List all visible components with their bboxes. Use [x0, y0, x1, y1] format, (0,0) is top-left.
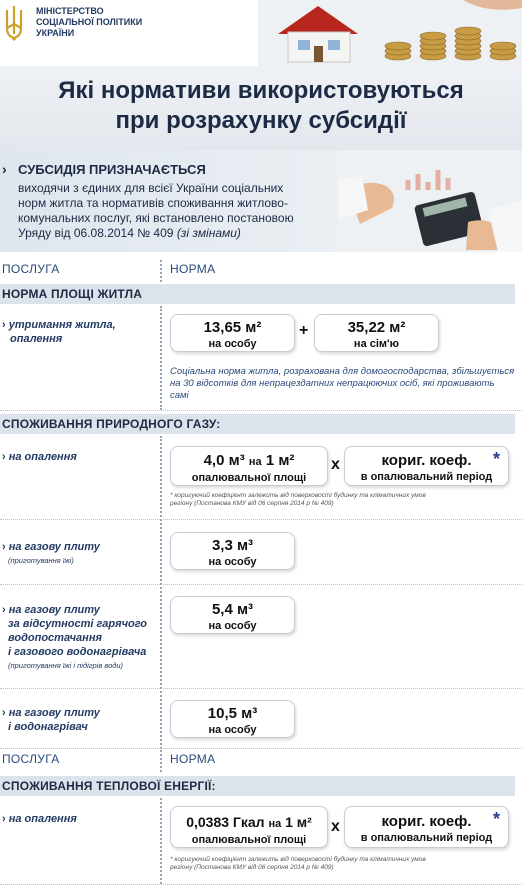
norm-label: на особу	[208, 338, 257, 350]
norm-box-gas-heating	[170, 446, 328, 486]
section-gas: СПОЖИВАННЯ ПРИРОДНОГО ГАЗУ:	[0, 414, 515, 434]
footnote-line: регіону (Постанова КМУ від 06 серпня 2014 р № 409)	[170, 864, 334, 871]
service-gas-stove	[2, 540, 100, 568]
section-thermal: СПОЖИВАННЯ ТЕПЛОВОЇ ЕНЕРГІЇ:	[0, 776, 515, 796]
subsidy-text-line: норм житла та нормативів споживання житлово-	[18, 196, 288, 210]
norm-value: 5,4 м³	[211, 601, 254, 618]
service-label: на газову плиту	[8, 541, 100, 553]
row-divider	[0, 519, 522, 520]
norm-value-per: на	[248, 456, 262, 468]
service-label: і водонагрівач	[8, 721, 88, 733]
service-note: (приготування їжі і підігрів води)	[8, 661, 124, 670]
footnote-line: * коригуючий коефіцієнт залежить від поверховості будинку та кліматичних умов	[170, 856, 426, 863]
norm-value: 13,65 м²	[203, 319, 262, 336]
subsidy-text-line: виходячи з єдиних для всієї України соціальних	[18, 181, 284, 195]
norm-label: на особу	[208, 724, 257, 736]
norm-label: опалювальної площі	[191, 834, 307, 846]
row-divider	[0, 410, 522, 411]
column-header-service: ПОСЛУГА	[2, 752, 60, 766]
coef-value: кориг. коеф.	[381, 452, 472, 469]
row-divider	[0, 748, 522, 749]
section-housing-norm: НОРМА ПЛОЩІ ЖИТЛА	[0, 284, 515, 304]
multiply-icon: x	[331, 818, 340, 835]
column-divider	[160, 306, 162, 410]
coef-label: в опалювальний період	[360, 471, 493, 483]
service-label: і газового водонагрівача	[8, 646, 147, 658]
service-line	[2, 318, 116, 332]
title-line: при розрахунку субсидії	[115, 107, 407, 134]
title-band	[0, 66, 522, 150]
coef-value: кориг. коеф.	[381, 813, 472, 830]
norm-value-area: 1 м²	[265, 452, 295, 469]
column-header-norm: НОРМА	[170, 262, 216, 276]
subsidy-text-line: комунальних послуг, які встановлено постановою	[18, 211, 294, 225]
norm-label: на особу	[208, 556, 257, 568]
service-line	[2, 603, 147, 617]
service-thermal-heating	[2, 812, 77, 826]
chevron-right-icon: ›	[2, 161, 7, 177]
chevron-right-icon: ›	[2, 707, 6, 719]
subsidy-text	[18, 181, 348, 241]
footnote-line: регіону (Постанова КМУ від 06 серпня 2014 р № 409)	[170, 500, 334, 507]
norm-box-thermal	[170, 806, 328, 848]
row-divider	[0, 884, 522, 885]
ministry-line: МІНІСТЕРСТВО	[36, 6, 104, 16]
footnote-line: * коригуючий коефіцієнт залежить від поверховості будинку та кліматичних умов	[170, 492, 426, 499]
chevron-right-icon: ›	[2, 319, 6, 331]
service-line	[2, 706, 100, 720]
service-housing	[2, 318, 116, 346]
service-label: на газову плиту	[8, 707, 100, 719]
subsidy-text-line	[18, 226, 348, 241]
norm-value	[171, 451, 327, 472]
title-line: Які нормативи використовуються	[58, 77, 464, 104]
service-label: водопостачання	[8, 632, 102, 644]
column-header-norm: НОРМА	[170, 752, 216, 766]
norm-box-gas-stove	[170, 532, 295, 570]
norm-label: на особу	[208, 620, 257, 632]
service-label: на газову плиту	[8, 604, 100, 616]
multiply-icon: x	[331, 456, 340, 473]
column-divider	[160, 798, 162, 884]
page-title	[0, 76, 522, 136]
norm-value: 35,22 м²	[347, 319, 406, 336]
service-label: на опалення	[8, 451, 77, 463]
ministry-name	[36, 6, 142, 39]
norm-value: 10,5 м³	[207, 705, 258, 722]
service-label: за відсутності гарячого	[8, 618, 148, 630]
column-divider	[160, 750, 162, 772]
service-line	[2, 540, 100, 554]
asterisk-icon: *	[492, 449, 500, 469]
thermal-footnote	[170, 856, 515, 872]
ministry-line: УКРАЇНИ	[36, 28, 75, 38]
norm-value-energy: 0,0383 Гкал	[186, 814, 265, 830]
norm-box-per-person	[170, 314, 295, 352]
subsidy-resolution: Уряду від 06.08.2014 № 409	[18, 226, 174, 240]
housing-note: Соціальна норма житла, розрахована для домогосподарства, збільшується на 30 відсотків для непрацездатних непрацюючих осіб, які проживають самі	[170, 366, 515, 401]
norm-label: на сім'ю	[353, 338, 400, 350]
norm-box-per-family	[314, 314, 439, 352]
norm-value: 3,3 м³	[211, 537, 254, 554]
service-label: на опалення	[8, 813, 77, 825]
norm-value-volume: 4,0 м³	[203, 452, 245, 469]
trident-emblem-icon	[4, 4, 24, 42]
subsidy-title: СУБСИДІЯ ПРИЗНАЧАЄТЬСЯ	[18, 162, 206, 177]
coef-box-gas-heating	[344, 446, 509, 486]
gas-footnote	[170, 492, 515, 508]
column-header-service: ПОСЛУГА	[2, 262, 60, 276]
chevron-right-icon: ›	[2, 541, 6, 553]
service-label: утримання житла,	[8, 319, 116, 331]
service-gas-no-hot-water	[2, 603, 147, 673]
coef-box-thermal	[344, 806, 509, 848]
service-gas-heating	[2, 450, 77, 464]
row-divider	[0, 584, 522, 585]
coef-label: в опалювальний період	[360, 832, 493, 844]
ministry-line: СОЦІАЛЬНОЇ ПОЛІТИКИ	[36, 17, 143, 27]
plus-icon: +	[299, 322, 309, 339]
subsidy-amendments: (зі змінами)	[176, 226, 241, 240]
row-divider	[0, 688, 522, 689]
service-note: (приготування їжі)	[8, 556, 74, 565]
column-divider	[160, 436, 162, 752]
header	[0, 0, 522, 66]
norm-value-per: на	[268, 818, 282, 830]
calculator-hands-illustration	[338, 150, 522, 252]
norm-box-gas-water-heater	[170, 700, 295, 738]
column-divider	[160, 260, 162, 282]
norm-value-area: 1 м²	[285, 814, 312, 830]
house-and-coins-illustration	[258, 0, 522, 66]
chevron-right-icon: ›	[2, 451, 6, 463]
service-label: опалення	[10, 333, 63, 345]
chevron-right-icon: ›	[2, 813, 6, 825]
norm-label: опалювальної площі	[191, 472, 307, 484]
service-gas-water-heater	[2, 706, 100, 734]
norm-value	[171, 812, 327, 834]
asterisk-icon: *	[492, 809, 500, 829]
norm-box-gas-no-hot-water	[170, 596, 295, 634]
chevron-right-icon: ›	[2, 604, 6, 616]
